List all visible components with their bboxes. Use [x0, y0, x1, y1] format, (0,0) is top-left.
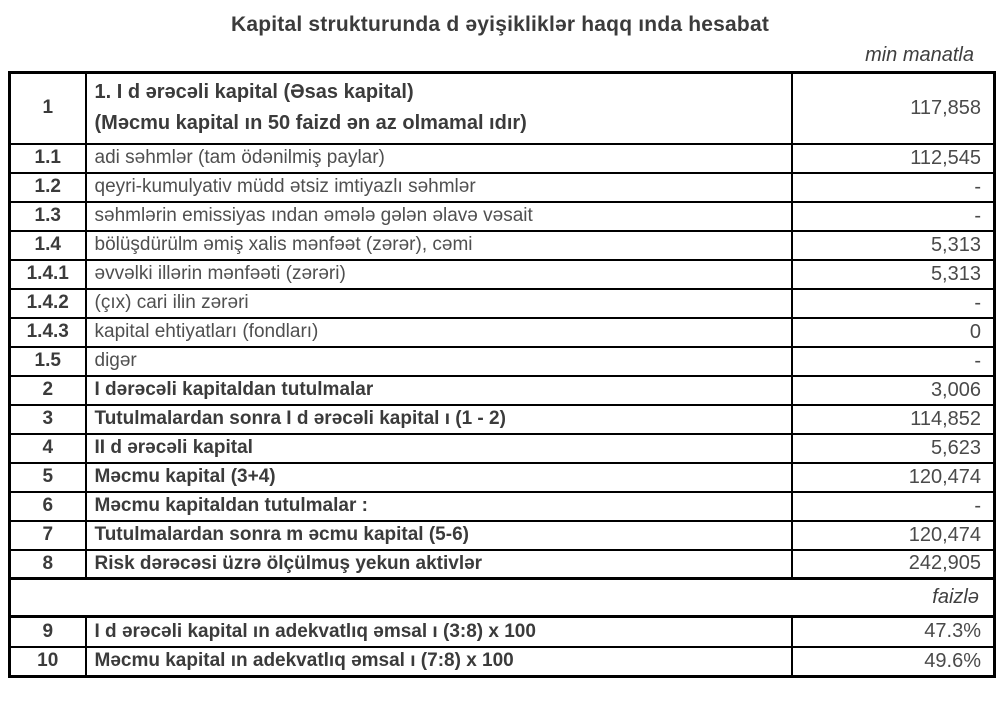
table-row	[10, 318, 995, 347]
row-value: 49.6%	[792, 647, 995, 677]
row-value: -	[792, 202, 995, 231]
table-row	[10, 144, 995, 173]
row-value: 242,905	[792, 550, 995, 579]
row-value: 120,474	[792, 463, 995, 492]
row-number: 1.1	[10, 144, 86, 173]
row-label-line2: (Məcmu kapital ın 50 faizd ən az olmamal ıdır)	[94, 112, 527, 135]
table-row	[10, 376, 995, 405]
page-title: Kapital strukturunda d əyişikliklər haqq ında hesabat	[230, 13, 770, 36]
table-row	[10, 550, 995, 579]
row-number: 1	[10, 73, 86, 144]
table-row	[10, 173, 995, 202]
table-row	[10, 617, 995, 647]
table-row	[10, 521, 995, 550]
table-row	[10, 347, 995, 376]
row-label: I d ərəcəli kapital ın adekvatlıq əmsal ı (3:8) x 100	[86, 617, 792, 647]
table-row	[10, 231, 995, 260]
row-number: 1.4	[10, 231, 86, 260]
row-label: Tutulmalardan sonra I d ərəcəli kapital ı (1 - 2)	[86, 405, 792, 434]
row-label: Tutulmalardan sonra m əcmu kapital (5-6)	[86, 521, 792, 550]
row-label: Risk dərəcəsi üzrə ölçülmuş yekun aktivlər	[86, 550, 792, 579]
row-number: 5	[10, 463, 86, 492]
row-number: 6	[10, 492, 86, 521]
row-label: digər	[86, 347, 792, 376]
table-row	[10, 647, 995, 677]
row-value: 120,474	[792, 521, 995, 550]
row-label: Məcmu kapital ın adekvatlıq əmsal ı (7:8) x 100	[86, 647, 792, 677]
table-row	[10, 463, 995, 492]
unit-note: min manatla	[865, 44, 974, 66]
row-number: 1.2	[10, 173, 86, 202]
row-label: Məcmu kapital (3+4)	[86, 463, 792, 492]
row-label: bölüşdürülm əmiş xalis mənfəət (zərər), cəmi	[86, 231, 792, 260]
row-number: 1.4.2	[10, 289, 86, 318]
row-label: Məcmu kapitaldan tutulmalar :	[86, 492, 792, 521]
row-value: -	[792, 492, 995, 521]
row-value: 117,858	[792, 73, 995, 144]
row-value: 5,623	[792, 434, 995, 463]
row-label: I dərəcəli kapitaldan tutulmalar	[86, 376, 792, 405]
row-value: 0	[792, 318, 995, 347]
row-label: adi səhmlər (tam ödənilmiş paylar)	[86, 144, 792, 173]
row-value: -	[792, 289, 995, 318]
table-row	[10, 202, 995, 231]
row-label: əvvəlki illərin mənfəəti (zərəri)	[86, 260, 792, 289]
row-label: qeyri-kumulyativ müdd ətsiz imtiyazlı səhmlər	[86, 173, 792, 202]
row-number: 7	[10, 521, 86, 550]
row-value: 47.3%	[792, 617, 995, 647]
table-row	[10, 73, 995, 144]
table-row	[10, 492, 995, 521]
row-label: II d ərəcəli kapital	[86, 434, 792, 463]
percent-note: faizlə	[10, 579, 995, 617]
table-row	[10, 434, 995, 463]
row-number: 8	[10, 550, 86, 579]
row-number: 1.3	[10, 202, 86, 231]
row-number: 10	[10, 647, 86, 677]
row-value: 112,545	[792, 144, 995, 173]
row-value: -	[792, 347, 995, 376]
row-value: 5,313	[792, 231, 995, 260]
row-number: 2	[10, 376, 86, 405]
row-number: 1.5	[10, 347, 86, 376]
table-row	[10, 289, 995, 318]
row-label: səhmlərin emissiyas ından əmələ gələn əlavə vəsait	[86, 202, 792, 231]
capital-structure-table	[8, 71, 996, 678]
row-label: (çıx) cari ilin zərəri	[86, 289, 792, 318]
row-value: 3,006	[792, 376, 995, 405]
row-number: 4	[10, 434, 86, 463]
row-value: 5,313	[792, 260, 995, 289]
row-number: 1.4.3	[10, 318, 86, 347]
row-value: -	[792, 173, 995, 202]
percent-note-row	[10, 579, 995, 617]
row-number: 3	[10, 405, 86, 434]
table-row	[10, 405, 995, 434]
table-row	[10, 260, 995, 289]
row-number: 9	[10, 617, 86, 647]
row-label-line1: 1. I d ərəcəli kapital (Əsas kapital)	[94, 81, 414, 104]
row-label	[86, 73, 792, 144]
row-value: 114,852	[792, 405, 995, 434]
row-number: 1.4.1	[10, 260, 86, 289]
row-label: kapital ehtiyatları (fondları)	[86, 318, 792, 347]
